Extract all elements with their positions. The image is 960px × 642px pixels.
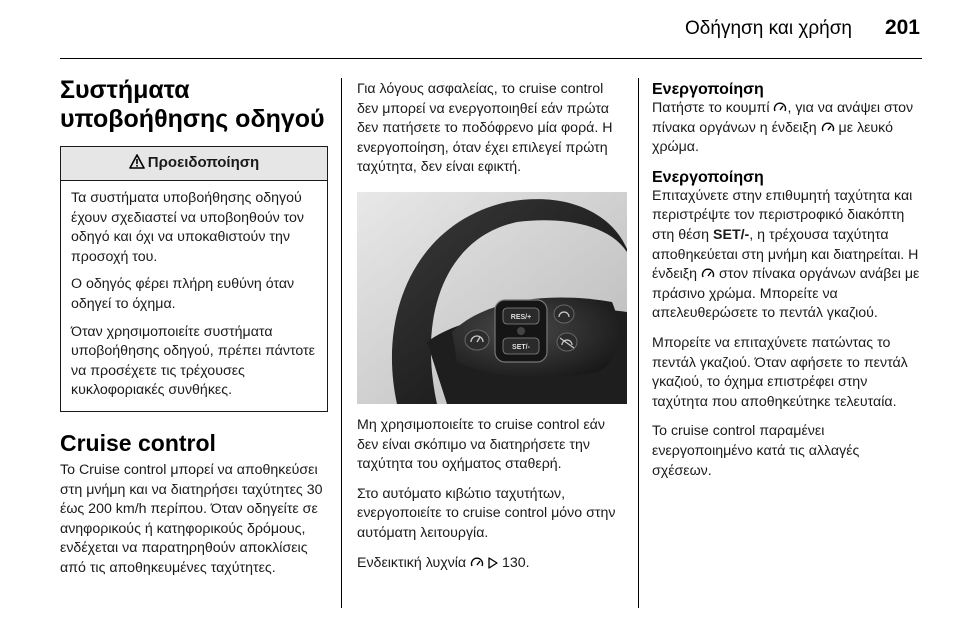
warning-title: Προειδοποίηση (147, 154, 260, 171)
steering-wheel-controls-photo (357, 192, 627, 404)
section-title-line-1: Συστήματα (60, 76, 190, 104)
cruise-control-indicator-icon-green (701, 267, 715, 280)
cruise-control-intro: Το Cruise control μπορεί να αποθηκεύσει στη μνήμη και να διατηρήσει ταχύτητες 30 έως 200 km/h περίπου. Όταν οδηγείτε σε ανηφορικούς ή κατηφορικούς δρόμους, ενδέχεται να παρατηρηθούν αποκλίσεις από τις αποθηκευμένες ταχύτητες. (60, 461, 323, 576)
activation-heading-2: Ενεργοποίηση (652, 168, 764, 186)
usage-paragraph: Μη χρησιμοποιείτε το cruise control εάν δεν είναι σκόπιμο να διατηρήσετε την ταχύτητα του οχήματος σταθερή. (357, 416, 605, 473)
activation-1-text-a: Πατήστε το κουμπί (652, 100, 770, 116)
safety-paragraph: Για λόγους ασφαλείας, το cruise control δεν μπορεί να ενεργοποιηθεί εάν πρώτα δεν πατήσετε το ποδόφρενο μία φορά. Η ενεργοποίηση, όταν έχει επιλεγεί πρώτη ταχύτητα, δεν είναι εφικτή. (357, 81, 613, 176)
res-label: RES/+ (510, 313, 532, 321)
activation-2-text-c: στον πίνακα οργάνων ανάβει με πράσινο χρώμα. Μπορείτε να απελευθερώσετε το πεντάλ γκαζιού. (652, 266, 920, 322)
cruise-control-indicator-icon (821, 121, 835, 134)
activation-paragraph-2 (652, 187, 922, 324)
indicator-reference-text: Ενδεικτική λυχνία (357, 554, 467, 571)
section-title (60, 76, 328, 134)
header-rule (60, 58, 922, 59)
automatic-paragraph: Στο αυτόματο κιβώτιο ταχυτήτων, ενεργοποιείτε το cruise control μόνο στην αυτόματη λειτουργία. (357, 485, 616, 541)
warning-box (60, 146, 328, 412)
warning-triangle-icon (129, 154, 145, 169)
activation-2-text-a: Επιταχύνετε στην επιθυμητή ταχύτητα και περιστρέψτε τον περιστροφικό διακόπτη στη θέση (652, 187, 913, 243)
right-column (652, 80, 922, 491)
cruise-control-title: Cruise control (60, 429, 216, 456)
middle-column (357, 80, 627, 583)
cruise-control-speedometer-icon (470, 556, 484, 569)
set-key-label: SET/- (713, 226, 750, 243)
activation-1-text-c: με λευκό χρώμα. (652, 119, 893, 156)
activation-2-text-b: , η τρέχουσα ταχύτητα αποθηκεύεται στη μνήμη και διατηρείται. Η ένδειξη (652, 226, 919, 283)
activation-heading-1: Ενεργοποίηση (652, 81, 764, 98)
activation-paragraph-1 (652, 99, 922, 158)
indicator-reference-page: 130. (501, 554, 530, 571)
warning-paragraph-3: Όταν χρησιμοποιείτε συστήματα υποβοήθησης οδηγού, πρέπει πάντοτε να προσέχετε τις τρέχουσες κυκλοφοριακές συνθήκες. (71, 323, 315, 399)
column-divider-1 (341, 78, 342, 608)
warning-paragraph-1: Τα συστήματα υποβοήθησης οδηγού έχουν σχεδιαστεί να υποβοηθούν τον οδηγό και όχι να υποκαθιστούν την προσοχή του. (71, 190, 305, 265)
warning-body (61, 181, 327, 411)
section-title-line-2: υποβοήθησης οδηγού (60, 105, 325, 133)
running-header-title: Οδήγηση και χρήση (685, 18, 852, 39)
cruise-control-button-icon (773, 101, 787, 114)
page-number: 201 (884, 16, 920, 39)
warning-header (61, 147, 327, 181)
warning-paragraph-2: Ο οδηγός φέρει πλήρη ευθύνη όταν οδηγεί το όχημα. (71, 276, 295, 312)
set-label: SET/- (512, 343, 530, 351)
gear-change-paragraph: Το cruise control παραμένει ενεργοποιημένο κατά τις αλλαγές σχέσεων. (652, 423, 860, 479)
column-divider-2 (638, 78, 639, 608)
acceleration-paragraph: Μπορείτε να επιταχύνετε πατώντας το πεντάλ γκαζιού. Όταν αφήσετε το πεντάλ γκαζιού, το όχημα επιστρέφει στην ταχύτητα που αποθηκεύτηκε τελευταία. (652, 334, 908, 410)
indicator-reference (357, 554, 627, 574)
left-column (60, 76, 328, 589)
activation-1-text-b: , για να ανάψει στον πίνακα οργάνων η ένδειξη (652, 100, 914, 136)
page-reference-arrow-icon (488, 557, 498, 569)
